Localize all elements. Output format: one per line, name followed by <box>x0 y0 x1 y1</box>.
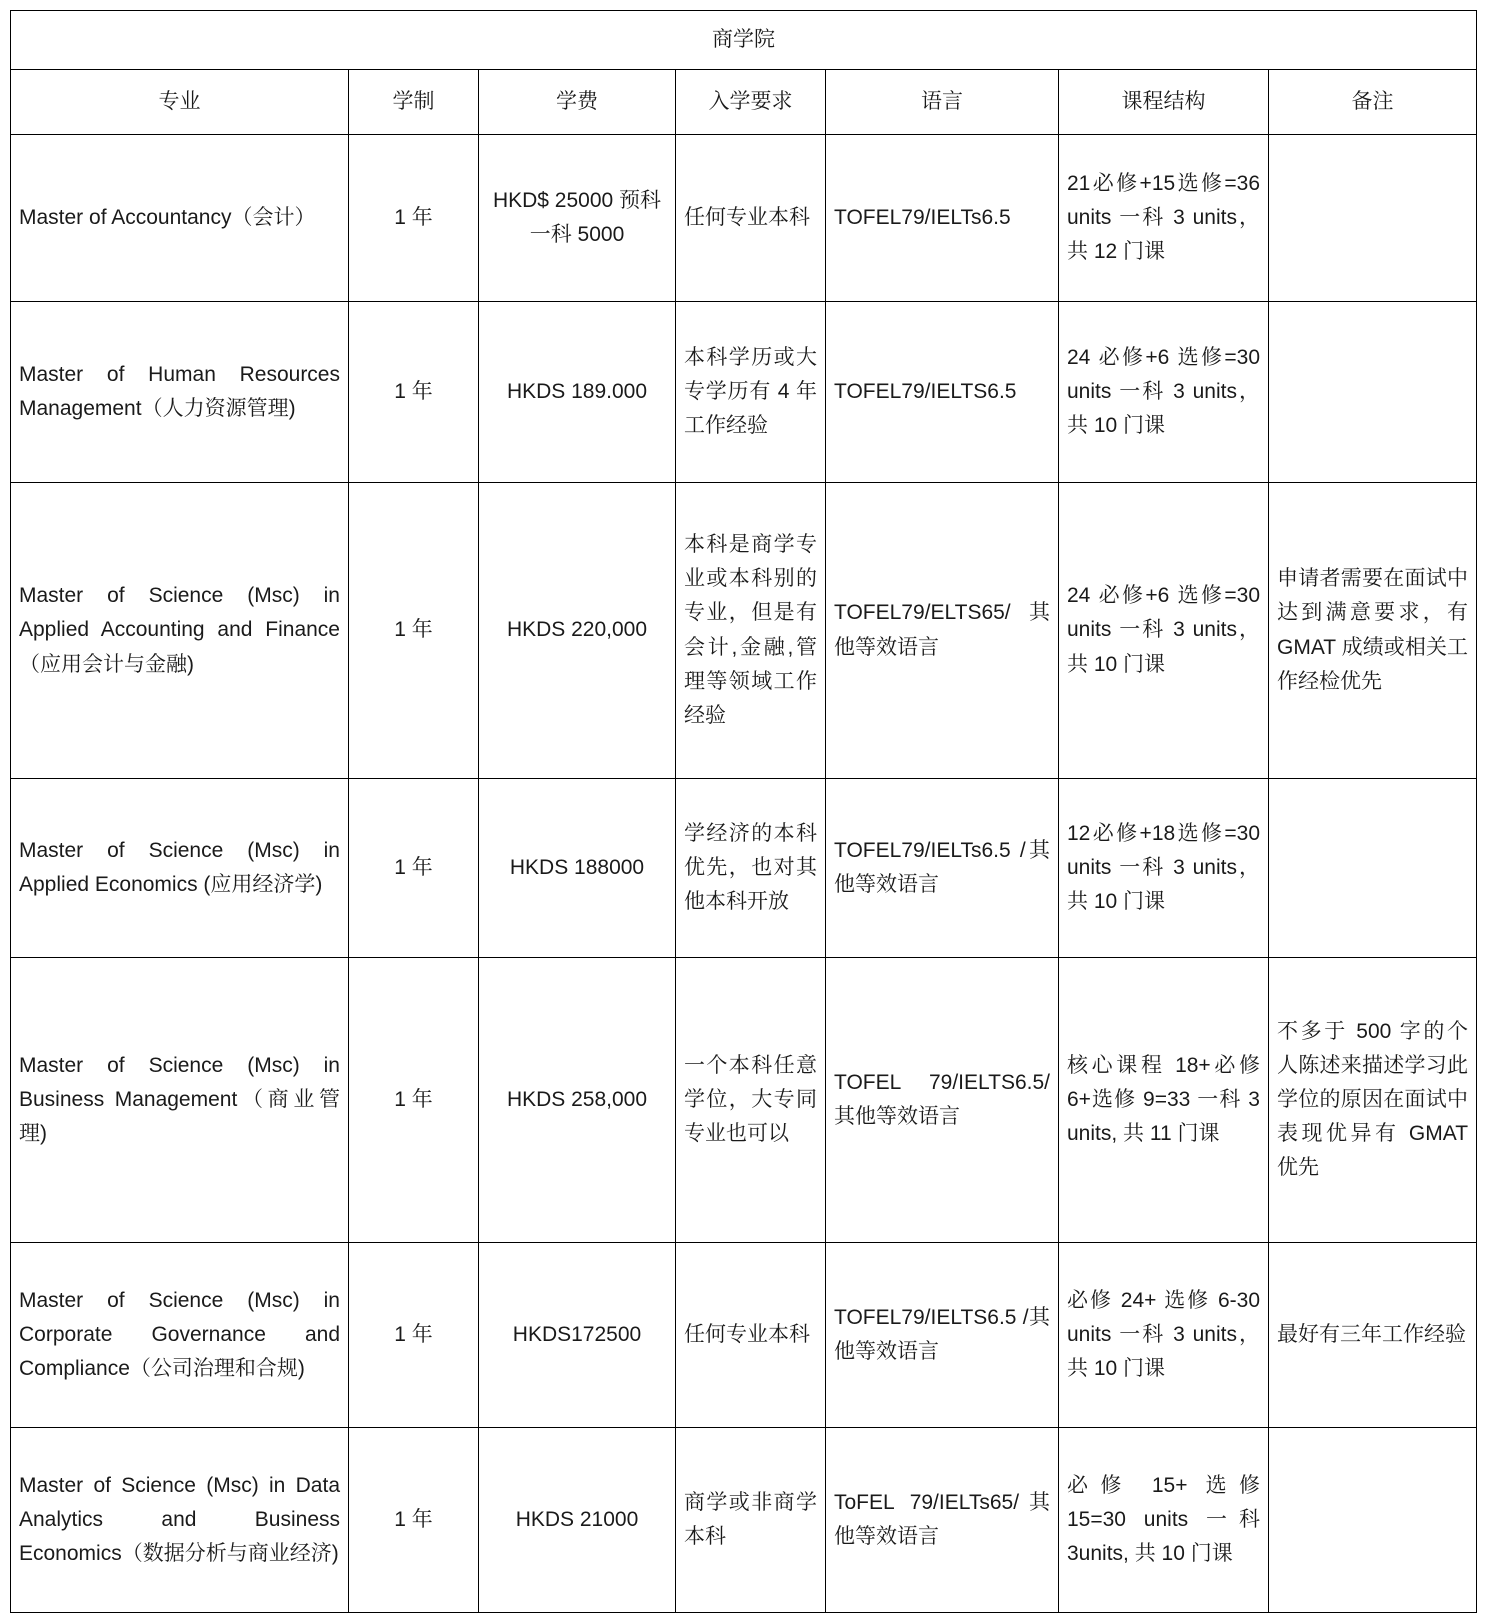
cell-req: 一个本科任意学位，大专同专业也可以 <box>676 958 826 1243</box>
cell-lang: TOFEL79/IELTS6.5 /其他等效语言 <box>826 1243 1059 1428</box>
table-row <box>11 1428 1477 1613</box>
cell-lang: TOFEL79/ELTS65/其他等效语言 <box>826 483 1059 779</box>
cell-major: Master of Science (Msc) in Applied Economics (应用经济学) <box>11 779 349 958</box>
cell-lang: TOFEL 79/IELTS6.5/ 其他等效语言 <box>826 958 1059 1243</box>
table-row <box>11 779 1477 958</box>
cell-note <box>1269 135 1477 302</box>
cell-req: 本科是商学专业或本科别的专业，但是有会计,金融,管理等领域工作经验 <box>676 483 826 779</box>
cell-struct: 核心课程 18+必修 6+选修 9=33 一科 3 units, 共 11 门课 <box>1059 958 1269 1243</box>
table-row <box>11 1243 1477 1428</box>
cell-note <box>1269 779 1477 958</box>
table-row <box>11 958 1477 1243</box>
cell-fee: HKDS 188000 <box>479 779 676 958</box>
column-header-fee: 学费 <box>479 70 676 135</box>
cell-lang: TOFEL79/IELTs6.5 <box>826 135 1059 302</box>
cell-lang: TOFEL79/IELTs6.5 /其他等效语言 <box>826 779 1059 958</box>
cell-fee: HKD$ 25000 预科一科 5000 <box>479 135 676 302</box>
cell-req: 任何专业本科 <box>676 1243 826 1428</box>
cell-req: 学经济的本科优先，也对其他本科开放 <box>676 779 826 958</box>
cell-length: 1 年 <box>349 958 479 1243</box>
column-header-lang: 语言 <box>826 70 1059 135</box>
column-header-note: 备注 <box>1269 70 1477 135</box>
cell-fee: HKDS172500 <box>479 1243 676 1428</box>
cell-struct: 21必修+15选修=36 units 一科 3 units，共 12 门课 <box>1059 135 1269 302</box>
table-body <box>11 11 1477 1613</box>
table-title: 商学院 <box>11 11 1477 70</box>
cell-major: Master of Science (Msc) in Business Management（商业管理) <box>11 958 349 1243</box>
cell-struct: 24 必修+6 选修=30 units 一科 3 units，共 10 门课 <box>1059 302 1269 483</box>
cell-note: 申请者需要在面试中达到满意要求，有 GMAT 成绩或相关工作经检优先 <box>1269 483 1477 779</box>
cell-major: Master of Science (Msc) in Applied Accounting and Finance （应用会计与金融) <box>11 483 349 779</box>
cell-note <box>1269 302 1477 483</box>
cell-lang: TOFEL79/IELTS6.5 <box>826 302 1059 483</box>
cell-length: 1 年 <box>349 483 479 779</box>
table-row <box>11 135 1477 302</box>
cell-fee: HKDS 21000 <box>479 1428 676 1613</box>
table-row <box>11 483 1477 779</box>
cell-major: Master of Science (Msc) in Data Analytics and Business Economics（数据分析与商业经济) <box>11 1428 349 1613</box>
table-title-row <box>11 11 1477 70</box>
cell-struct: 12必修+18选修=30 units 一科 3 units，共 10 门课 <box>1059 779 1269 958</box>
cell-length: 1 年 <box>349 1428 479 1613</box>
table-header-row <box>11 70 1477 135</box>
cell-struct: 24 必修+6 选修=30 units 一科 3 units，共 10 门课 <box>1059 483 1269 779</box>
cell-req: 本科学历或大专学历有 4 年工作经验 <box>676 302 826 483</box>
cell-note: 最好有三年工作经验 <box>1269 1243 1477 1428</box>
program-table-sheet <box>10 10 1476 1613</box>
cell-length: 1 年 <box>349 779 479 958</box>
column-header-major: 专业 <box>11 70 349 135</box>
cell-fee: HKDS 220,000 <box>479 483 676 779</box>
cell-length: 1 年 <box>349 1243 479 1428</box>
cell-req: 商学或非商学本科 <box>676 1428 826 1613</box>
cell-major: Master of Science (Msc) in Corporate Governance and Compliance（公司治理和合规) <box>11 1243 349 1428</box>
cell-struct: 必修 24+ 选修 6-30 units 一科 3 units，共 10 门课 <box>1059 1243 1269 1428</box>
cell-fee: HKDS 189.000 <box>479 302 676 483</box>
column-header-length: 学制 <box>349 70 479 135</box>
cell-req: 任何专业本科 <box>676 135 826 302</box>
cell-struct: 必修 15+ 选修 15=30 units 一科 3units, 共 10 门课 <box>1059 1428 1269 1613</box>
cell-major: Master of Human Resources Management（人力资源管理) <box>11 302 349 483</box>
cell-fee: HKDS 258,000 <box>479 958 676 1243</box>
cell-lang: ToFEL 79/IELTs65/其他等效语言 <box>826 1428 1059 1613</box>
cell-note: 不多于 500 字的个人陈述来描述学习此学位的原因在面试中表现优异有 GMAT 优先 <box>1269 958 1477 1243</box>
cell-length: 1 年 <box>349 302 479 483</box>
column-header-req: 入学要求 <box>676 70 826 135</box>
cell-length: 1 年 <box>349 135 479 302</box>
cell-note <box>1269 1428 1477 1613</box>
table-row <box>11 302 1477 483</box>
business-school-program-table <box>10 10 1477 1613</box>
cell-major: Master of Accountancy（会计） <box>11 135 349 302</box>
column-header-struct: 课程结构 <box>1059 70 1269 135</box>
